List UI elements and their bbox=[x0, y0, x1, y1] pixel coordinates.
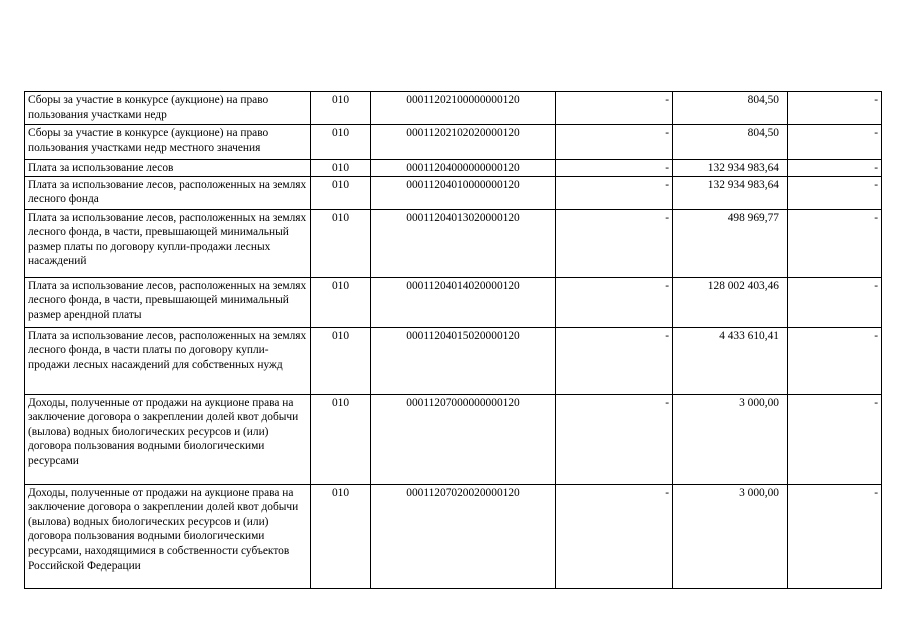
table-row bbox=[25, 394, 882, 484]
row-col6-value: - bbox=[788, 394, 882, 484]
row-name: Сборы за участие в конкурсе (аукционе) на право пользования участками недр bbox=[25, 92, 311, 125]
row-col4-value: - bbox=[556, 277, 673, 327]
table-row bbox=[25, 125, 882, 160]
row-line-code: 010 bbox=[311, 394, 371, 484]
table-row bbox=[25, 176, 882, 209]
row-col6-value: - bbox=[788, 277, 882, 327]
row-col4-value: - bbox=[556, 209, 673, 277]
row-line-code: 010 bbox=[311, 209, 371, 277]
row-name: Плата за использование лесов, расположенных на землях лесного фонда bbox=[25, 176, 311, 209]
row-line-code: 010 bbox=[311, 125, 371, 160]
row-line-code: 010 bbox=[311, 176, 371, 209]
row-name: Плата за использование лесов bbox=[25, 160, 311, 177]
row-budget-code: 00011204013020000120 bbox=[371, 209, 556, 277]
row-line-code: 010 bbox=[311, 327, 371, 394]
row-name: Плата за использование лесов, расположенных на землях лесного фонда, в части, превышающей минимальный размер платы по договору купли-продажи лесных насаждений bbox=[25, 209, 311, 277]
row-col5-value: 128 002 403,46 bbox=[673, 277, 788, 327]
table-row bbox=[25, 277, 882, 327]
table-row bbox=[25, 484, 882, 588]
row-col6-value: - bbox=[788, 484, 882, 588]
row-col5-value: 3 000,00 bbox=[673, 394, 788, 484]
row-col4-value: - bbox=[556, 176, 673, 209]
row-budget-code: 00011207020020000120 bbox=[371, 484, 556, 588]
row-col5-value: 3 000,00 bbox=[673, 484, 788, 588]
row-col5-value: 804,50 bbox=[673, 92, 788, 125]
row-col5-value: 498 969,77 bbox=[673, 209, 788, 277]
row-line-code: 010 bbox=[311, 277, 371, 327]
row-col4-value: - bbox=[556, 327, 673, 394]
table-row bbox=[25, 160, 882, 177]
row-budget-code: 00011202100000000120 bbox=[371, 92, 556, 125]
row-col4-value: - bbox=[556, 160, 673, 177]
row-name: Доходы, полученные от продажи на аукционе права на заключение договора о закреплении долей квот добычи (вылова) водных биологических ресурсов и (или) договора пользования водными биологическими ресурсами bbox=[25, 394, 311, 484]
row-col6-value: - bbox=[788, 176, 882, 209]
row-col4-value: - bbox=[556, 92, 673, 125]
row-col6-value: - bbox=[788, 160, 882, 177]
revenue-table bbox=[24, 91, 882, 589]
row-col5-value: 132 934 983,64 bbox=[673, 160, 788, 177]
row-name: Плата за использование лесов, расположенных на землях лесного фонда, в части, превышающей минимальный размер арендной платы bbox=[25, 277, 311, 327]
row-col6-value: - bbox=[788, 125, 882, 160]
row-name: Доходы, полученные от продажи на аукционе права на заключение договора о закреплении долей квот добычи (вылова) водных биологических ресурсов и (или) договора пользования водными биологическими ресурсами, находящимися в собственности субъектов Российской Федерации bbox=[25, 484, 311, 588]
table-row bbox=[25, 327, 882, 394]
row-col6-value: - bbox=[788, 209, 882, 277]
row-col5-value: 4 433 610,41 bbox=[673, 327, 788, 394]
row-col6-value: - bbox=[788, 92, 882, 125]
row-budget-code: 00011202102020000120 bbox=[371, 125, 556, 160]
row-budget-code: 00011204014020000120 bbox=[371, 277, 556, 327]
row-line-code: 010 bbox=[311, 484, 371, 588]
row-line-code: 010 bbox=[311, 92, 371, 125]
row-budget-code: 00011207000000000120 bbox=[371, 394, 556, 484]
row-col4-value: - bbox=[556, 394, 673, 484]
row-col6-value: - bbox=[788, 327, 882, 394]
row-col4-value: - bbox=[556, 125, 673, 160]
row-budget-code: 00011204010000000120 bbox=[371, 176, 556, 209]
row-budget-code: 00011204015020000120 bbox=[371, 327, 556, 394]
table-row bbox=[25, 209, 882, 277]
row-col4-value: - bbox=[556, 484, 673, 588]
row-line-code: 010 bbox=[311, 160, 371, 177]
row-name: Сборы за участие в конкурсе (аукционе) на право пользования участками недр местного значения bbox=[25, 125, 311, 160]
row-col5-value: 132 934 983,64 bbox=[673, 176, 788, 209]
row-col5-value: 804,50 bbox=[673, 125, 788, 160]
row-name: Плата за использование лесов, расположенных на землях лесного фонда, в части платы по договору купли-продажи лесных насаждений для собственных нужд bbox=[25, 327, 311, 394]
table-row bbox=[25, 92, 882, 125]
row-budget-code: 00011204000000000120 bbox=[371, 160, 556, 177]
